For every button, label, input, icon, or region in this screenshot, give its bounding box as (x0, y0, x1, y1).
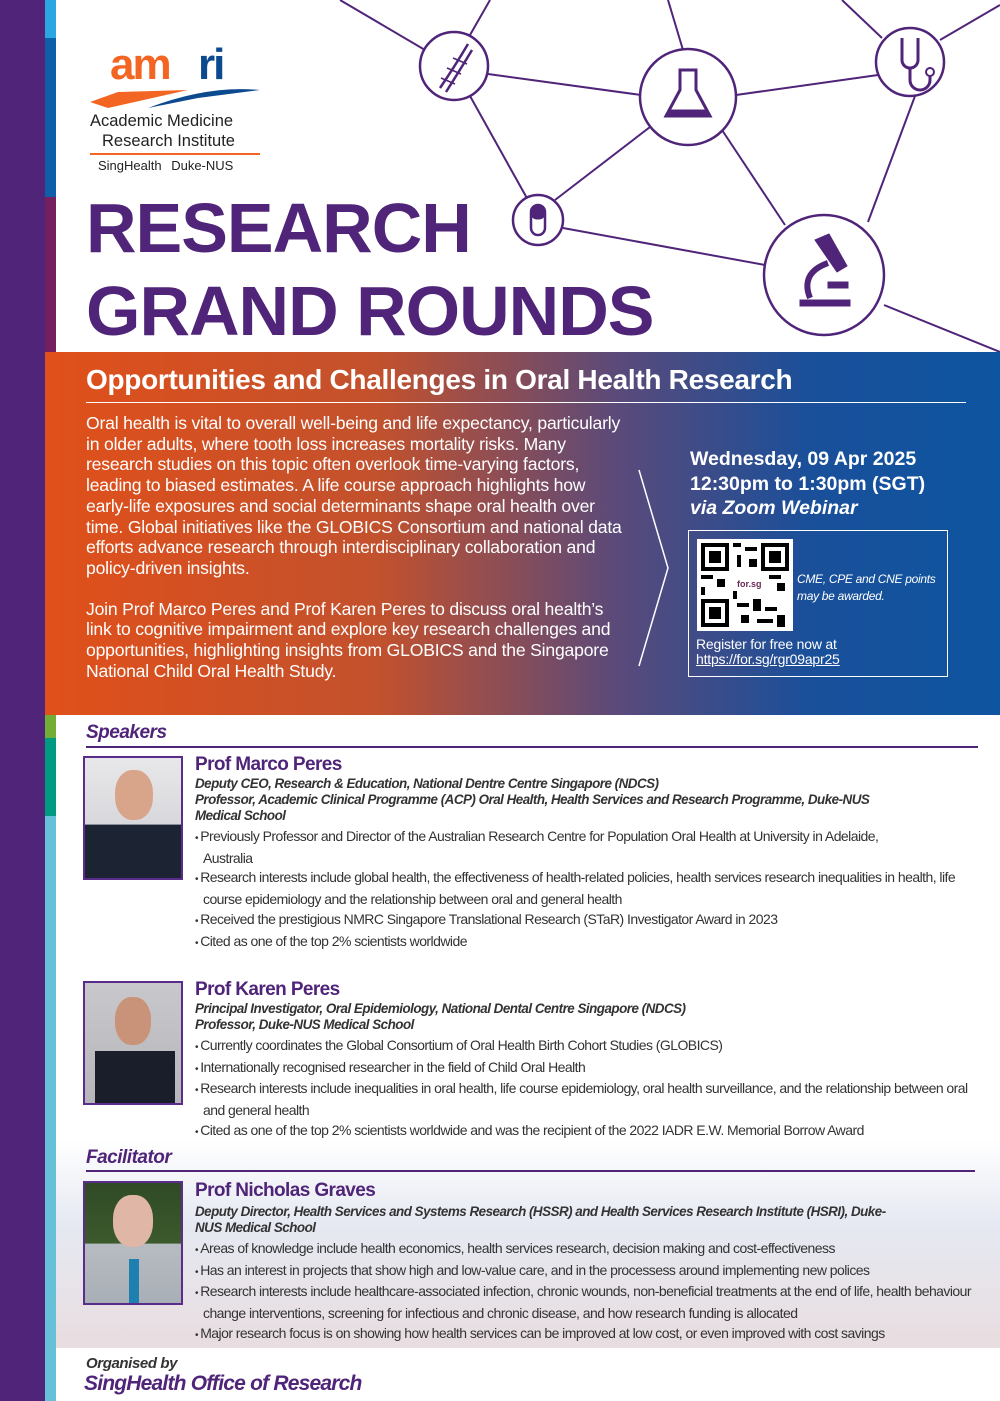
stethoscope-icon (876, 28, 944, 96)
event-venue: via Zoom Webinar (690, 497, 858, 519)
speaker-title: Professor, Academic Clinical Programme (ACP) Oral Health, Health Services and Research Programme, Duke-NUS Medical School (195, 792, 870, 823)
talk-title: Opportunities and Challenges in Oral Health Research (86, 364, 793, 395)
speaker-title: Principal Investigator, Oral Epidemiology, National Dental Centre Singapore (NDCS) (195, 1001, 686, 1016)
facilitator-photo-nicholas-graves (83, 1181, 183, 1305)
speaker-name: Prof Karen Peres (195, 979, 340, 1000)
logo-swoosh (88, 80, 263, 110)
organised-by-label: Organised by (86, 1355, 178, 1372)
facilitator-divider (86, 1170, 975, 1172)
register-link[interactable]: https://for.sg/rgr09apr25 (696, 651, 840, 667)
registration-box (688, 530, 948, 677)
speaker-photo-marco-peres (83, 756, 183, 880)
pill-icon (513, 195, 563, 245)
facilitator-nicholas-graves (195, 1180, 985, 1346)
register-text: Register for free now at (696, 636, 837, 652)
qr-code[interactable]: for.sg (697, 539, 793, 631)
chevron-divider-icon (636, 468, 672, 668)
speakers-heading: Speakers (86, 722, 167, 743)
speaker-bio-list: • Previously Professor and Director of the Australian Research Centre for Population Oral Health at University in Adelaide, Australia • Research interests include global health, the effectiveness of health-related policies, health services research inequalities in health, life course epidemiology and the relationship between oral and general health • Received the prestigious NMRC Singapore Translational Research (STaR) Investigator Award in 2023 • Cited as one of the top 2% scientists worldwide (195, 827, 985, 953)
page-title-line1: RESEARCH (86, 189, 471, 267)
speaker-photo-karen-peres (83, 981, 183, 1105)
talk-abstract: Oral health is vital to overall well-being and life expectancy, particularly in older adults, where tooth loss increases mortality risks. Many research studies on this topic often overlook time-varying factors, leading to biased estimates. A life course approach highlights how early-life exposures and social determinants shape oral health over time. Global initiatives like the GLOBICS Consortium and national data efforts advance research through interdisciplinary collaboration and policy-driven insights. Join Prof Marco Peres and Prof Karen Peres to discuss oral health’s link to cognitive impairment and explore key research challenges and opportunities, highlighting insights from GLOBICS and the Singapore National Child Oral Health Study. (86, 413, 622, 681)
flask-icon (640, 49, 736, 145)
organiser-name: SingHealth Office of Research (84, 1372, 362, 1395)
microscope-icon (764, 215, 884, 335)
speaker-name: Prof Marco Peres (195, 754, 342, 775)
speaker-title: Professor, Duke-NUS Medical School (195, 1017, 414, 1032)
event-time: 12:30pm to 1:30pm (SGT) (690, 472, 926, 495)
title-divider (86, 402, 966, 403)
speaker-title: Deputy CEO, Research & Education, National Dentre Centre Singapore (NDCS) (195, 776, 659, 791)
facilitator-bio-list: • Areas of knowledge include health economics, health services research, decision making and cost-effectiveness • Has an interest in projects that show high and low-value care, and in the processess around implementing new polices • Research interests include healthcare-associated infection, chronic wounds, non-beneficial treatments at the end of life, health behaviour change interventions, screening for infectious and chronic disease, and how research funding is allocated • Major research focus is on showing how health services can be improved at low cost, or even improved with cost savings (195, 1239, 985, 1346)
page-title-line2: GRAND ROUNDS (86, 272, 654, 350)
speaker-bio-list: • Currently coordinates the Global Consortium of Oral Health Birth Cohort Studies (GLOBICS) • Internationally recognised researcher in the field of Child Oral Health • Research interests include inequalities in oral health, life course epidemiology, oral health surveillance, and the relationship between oral and general health • Cited as one of the top 2% scientists worldwide and was the recipient of the 2022 IADR E.W. Memorial Borrow Award (195, 1036, 985, 1143)
facilitator-title: Deputy Director, Health Services and Systems Research (HSSR) and Health Services Research Institute (HSRI), Duke-NUS Medical School (195, 1204, 886, 1235)
facilitator-heading: Facilitator (86, 1147, 172, 1168)
facilitator-name: Prof Nicholas Graves (195, 1180, 376, 1201)
event-details (690, 447, 925, 521)
speaker-karen-peres (195, 979, 985, 1143)
cme-points-note: CME, CPE and CNE points may be awarded. (797, 572, 936, 603)
speaker-marco-peres (195, 754, 985, 953)
event-date: Wednesday, 09 Apr 2025 (690, 448, 917, 470)
speakers-divider (86, 746, 978, 748)
